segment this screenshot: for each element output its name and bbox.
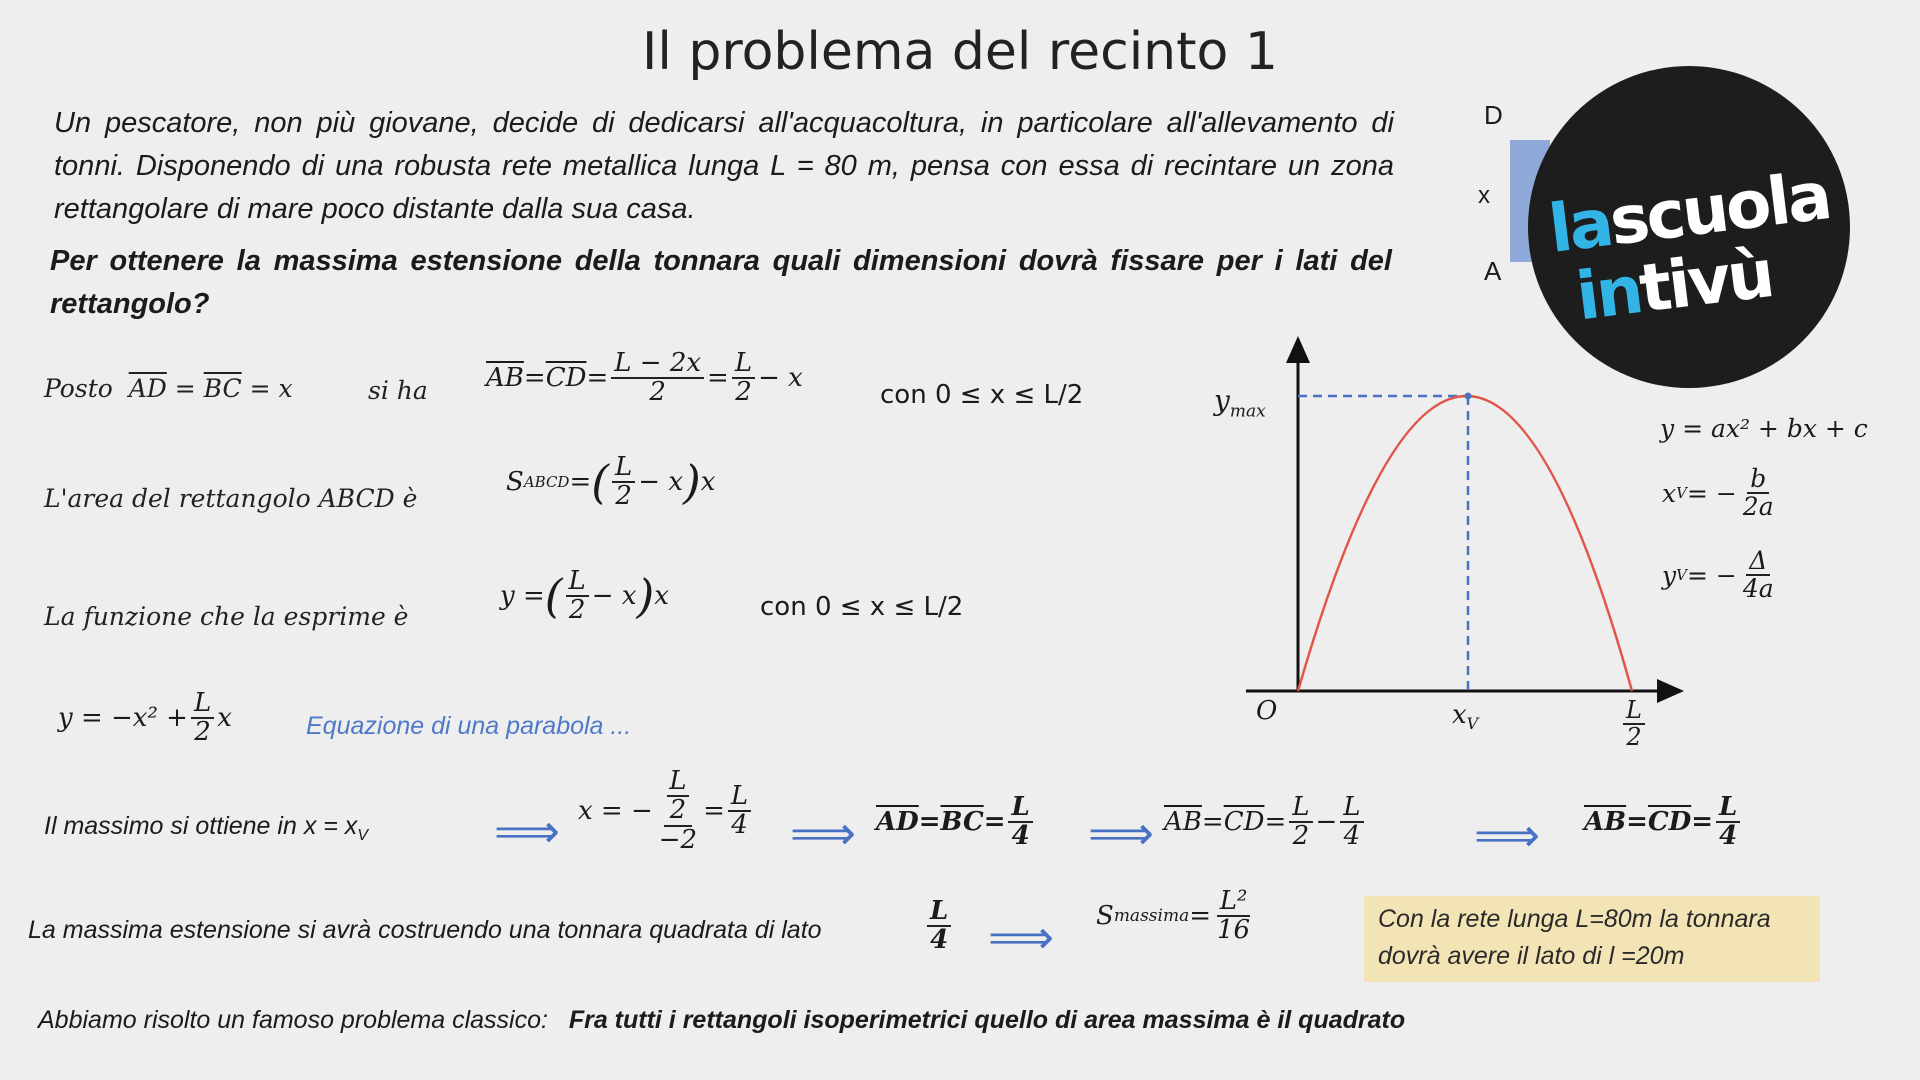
implies-arrow-2: ⟹	[790, 807, 856, 859]
vertex-point	[1465, 393, 1472, 400]
conclusion-statement: Fra tutti i rettangoli isoperimetrici quello di area massima è il quadrato	[568, 1006, 1406, 1034]
row4-formula: y = −x² + $\frac{L}{2}$ x	[58, 688, 232, 748]
row1-formula: $\overline{AB}$ = $\overline{CD}$ = $\frac{L - 2x}{2}$ = $\frac{L}{2}$ − x	[486, 348, 803, 408]
graph-origin-label: O	[1256, 696, 1278, 726]
row2-label: L'area del rettangolo ABCD è	[44, 484, 418, 513]
row5-ab-cd: $\overline{AB}$ = $\overline{CD}$ = $\frac{L}{2}$ − $\frac{L}{4}$	[1164, 794, 1367, 851]
problem-question: Per ottenere la massima estensione della tonnara quali dimensioni dovrà fissare per i lati del rettangolo?	[50, 245, 1392, 320]
row2-formula: S ABCD = ( $\frac{L}{2}$ − x ) x	[506, 452, 716, 512]
parabola-curve	[1298, 396, 1632, 691]
rect-label-a: A	[1484, 256, 1502, 286]
row5-ad-bc: $\overline{AD}$ = $\overline{BC}$ = $\frac{L}{4}$	[876, 794, 1036, 851]
row1-domain: con 0 ≤ x ≤ L/2	[880, 380, 1084, 410]
row3-formula: y = ( $\frac{L}{2}$ − x ) x	[500, 566, 669, 626]
rect-label-d: D	[1484, 100, 1503, 130]
row5-result: $\overline{AB}$ = $\overline{CD}$ = $\frac{L}{4}$	[1584, 794, 1743, 851]
problem-text: Un pescatore, non più giovane, decide di dedicarsi all'acquacoltura, in particolare all'allevamento di tonni. Disponendo di una robusta rete metallica lunga L = 80 m, pensa con essa di recintare un zona rettangolare di mare poco distante dalla sua casa.	[54, 107, 1394, 225]
implies-arrow-4: ⟹	[1474, 809, 1540, 861]
implies-arrow-3: ⟹	[1088, 807, 1154, 859]
note-line-2: dovrà avere il lato di l =20m	[1378, 942, 1685, 970]
graph-xv-label: $x_V$	[1452, 700, 1479, 734]
row6-label: La massima estensione si avrà costruendo una tonnara quadrata di lato	[28, 916, 822, 944]
formula-general: y = ax² + bx + c	[1660, 414, 1868, 443]
note-line-1: Con la rete lunga L=80m la tonnara	[1378, 905, 1771, 933]
conclusion	[38, 1006, 1405, 1035]
row3-domain: con 0 ≤ x ≤ L/2	[760, 592, 964, 622]
rect-label-x: x	[1478, 182, 1490, 209]
implies-arrow-1: ⟹	[494, 805, 560, 857]
parabola-note: Equazione di una parabola ...	[306, 712, 632, 740]
logo-tivu: tivù	[1635, 235, 1776, 328]
graph-end-label: $\frac{L}{2}$	[1620, 698, 1648, 750]
row6-area: S massima = $\frac{\text{L²}}{16}$	[1096, 886, 1251, 946]
page-title: Il problema del recinto 1	[642, 22, 1278, 82]
conclusion-prefix: Abbiamo risolto un famoso problema classico:	[38, 1006, 548, 1034]
row6-side: $\frac{L}{4}$	[924, 898, 954, 955]
row3-label: La funzione che la esprime è	[44, 602, 409, 631]
logo-la: la	[1544, 183, 1615, 268]
graph-ymax-label: $y_{max}$	[1214, 384, 1266, 422]
logo-scuola: scuola	[1605, 157, 1834, 261]
formula-yv: y V = − $\frac{\Delta}{4a}$	[1662, 546, 1774, 604]
logo-in: in	[1572, 251, 1645, 336]
row5-xv-formula: x = − L 2 −2 = $\frac{L}{4}$	[578, 768, 754, 854]
row1-posto: Posto $\overline{AD} = \overline{BC} = x$	[44, 374, 293, 403]
formula-xv: x V = − $\frac{b}{2a}$	[1662, 464, 1774, 522]
row5-label: Il massimo si ottiene in $x = x_V$	[44, 812, 368, 844]
implies-arrow-5: ⟹	[988, 911, 1054, 963]
row1-si-ha: si ha	[368, 376, 428, 405]
result-note-box	[1364, 896, 1820, 982]
